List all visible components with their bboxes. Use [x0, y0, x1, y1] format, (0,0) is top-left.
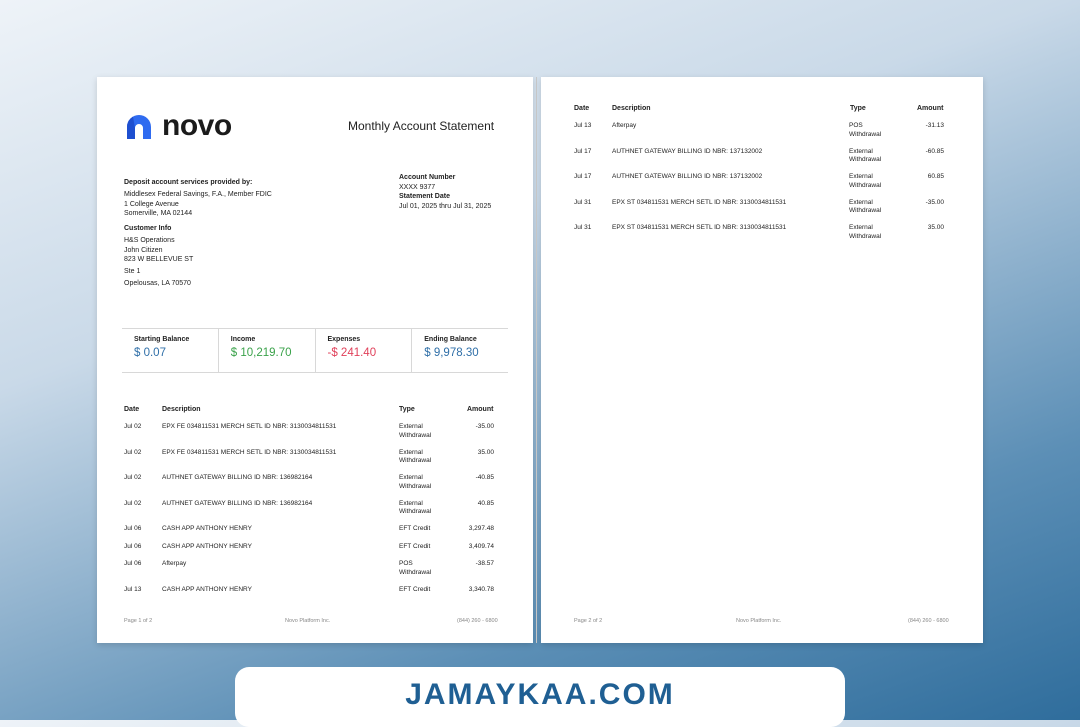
- customer-line: John Citizen: [124, 246, 163, 254]
- footer-page-number: Page 1 of 2: [124, 618, 153, 624]
- transaction-description: EPX FE 034811531 MERCH SETL ID NBR: 3130034811531: [162, 423, 337, 430]
- transaction-type: External: [849, 173, 873, 180]
- document-title: Monthly Account Statement: [348, 119, 495, 133]
- transaction-description: AUTHNET GATEWAY BILLING ID NBR: 137132002: [612, 173, 763, 180]
- transaction-type: Withdrawal: [399, 482, 432, 490]
- transaction-description: CASH APP ANTHONY HENRY: [162, 525, 252, 532]
- footer-phone: (844) 260 - 6800: [908, 618, 949, 624]
- summary-expenses: [316, 329, 413, 372]
- summary-income: [219, 329, 316, 372]
- transaction-type: External: [399, 499, 423, 507]
- transaction-date: Jul 06: [124, 543, 142, 550]
- transaction-type: External: [849, 147, 873, 155]
- banner-text: JAMAYKAA.COM: [405, 678, 675, 711]
- footer-phone: (844) 260 - 6800: [457, 618, 498, 624]
- bank-line: Somerville, MA 02144: [124, 210, 193, 217]
- transaction-type: EFT Credit: [399, 525, 431, 532]
- summary-ending-balance: [412, 329, 508, 372]
- transaction-amount: 3,409.74: [468, 543, 494, 550]
- transaction-amount: 35.00: [477, 448, 494, 456]
- customer-line: 823 W BELLEVUE ST: [124, 256, 194, 263]
- transaction-date: Jul 17: [574, 173, 592, 180]
- header-date: Date: [574, 105, 590, 112]
- transaction-description: EPX FE 034811531 MERCH SETL ID NBR: 3130034811531: [162, 448, 337, 456]
- transaction-date: Jul 02: [124, 474, 142, 481]
- transaction-amount: 40.85: [477, 499, 494, 507]
- bank-line: Middlesex Federal Savings, F.A., Member FDIC: [124, 191, 272, 198]
- transaction-type: Withdrawal: [399, 568, 432, 576]
- transaction-date: Jul 17: [574, 147, 592, 155]
- statement-page-2: [541, 77, 983, 643]
- customer-heading: Customer Info: [124, 225, 172, 232]
- balance-summary: [122, 328, 508, 373]
- bank-line: 1 College Avenue: [124, 200, 179, 208]
- transaction-row: [124, 449, 494, 469]
- transaction-type: Withdrawal: [849, 207, 882, 214]
- transaction-description: EPX ST 034811531 MERCH SETL ID NBR: 3130034811531: [612, 224, 787, 231]
- transaction-description: CASH APP ANTHONY HENRY: [162, 543, 252, 550]
- transaction-amount: -40.85: [475, 474, 494, 481]
- transaction-type: Withdrawal: [849, 181, 882, 189]
- transaction-amount: 35.00: [927, 224, 944, 231]
- transaction-type: External: [399, 423, 423, 430]
- header-amount: Amount: [467, 406, 494, 413]
- transaction-description: AUTHNET GATEWAY BILLING ID NBR: 136982164: [162, 499, 313, 507]
- transaction-amount: 3,297.48: [468, 525, 494, 532]
- transaction-date: Jul 06: [124, 525, 142, 532]
- account-number: XXXX 9377: [399, 183, 436, 191]
- summary-label: Ending Balance: [424, 336, 477, 343]
- transaction-description: Afterpay: [612, 122, 637, 129]
- transaction-type: Withdrawal: [399, 508, 432, 515]
- transaction-date: Jul 31: [574, 224, 592, 231]
- transaction-type: EFT Credit: [399, 585, 431, 593]
- transaction-row: [124, 586, 494, 606]
- transaction-row: [574, 148, 944, 168]
- novo-logo: [124, 111, 232, 141]
- summary-label: Expenses: [327, 336, 361, 343]
- transaction-amount: 60.85: [927, 173, 944, 180]
- transaction-row: [124, 500, 494, 520]
- transaction-type: Withdrawal: [399, 431, 432, 439]
- page-divider: [536, 77, 537, 643]
- transaction-row: [124, 525, 494, 545]
- summary-value: $ 0.07: [134, 347, 166, 359]
- footer-company: Novo Platform Inc.: [736, 618, 782, 624]
- header-description: Description: [162, 406, 201, 413]
- transaction-type: Withdrawal: [849, 130, 882, 138]
- transaction-date: Jul 31: [574, 198, 592, 206]
- transaction-description: AUTHNET GATEWAY BILLING ID NBR: 137132002: [612, 147, 763, 155]
- transaction-type: External: [399, 448, 423, 456]
- transaction-description: AUTHNET GATEWAY BILLING ID NBR: 136982164: [162, 474, 313, 481]
- transaction-row: [574, 122, 944, 142]
- transaction-type: External: [399, 474, 423, 481]
- footer-page-number: Page 2 of 2: [574, 618, 603, 624]
- transaction-row: [574, 199, 944, 219]
- statement-date-label: Statement Date: [399, 193, 450, 200]
- transaction-type: EFT Credit: [399, 543, 431, 550]
- summary-label: Starting Balance: [134, 336, 190, 343]
- transaction-date: Jul 06: [124, 560, 142, 567]
- customer-line: Ste 1: [124, 267, 141, 275]
- transaction-row: [574, 224, 944, 244]
- transaction-type: POS: [399, 560, 413, 567]
- brand-name: novo: [162, 109, 232, 142]
- transaction-type: Withdrawal: [849, 156, 882, 163]
- transaction-row: [124, 474, 494, 494]
- site-banner: [235, 667, 845, 727]
- bank-address: [124, 190, 272, 219]
- summary-value: -$ 241.40: [327, 347, 377, 359]
- summary-value: $ 10,219.70: [230, 347, 292, 359]
- header-type: Type: [399, 406, 415, 413]
- transaction-description: Afterpay: [162, 560, 187, 567]
- footer-company: Novo Platform Inc.: [285, 618, 331, 624]
- transaction-row: [124, 423, 494, 443]
- transaction-type: POS: [849, 122, 863, 129]
- transaction-type: Withdrawal: [849, 232, 882, 240]
- transaction-amount: -60.85: [925, 147, 944, 155]
- statement-date: Jul 01, 2025 thru Jul 31, 2025: [399, 202, 492, 210]
- transaction-amount: -35.00: [475, 423, 494, 430]
- transaction-type: External: [849, 198, 873, 206]
- transaction-description: CASH APP ANTHONY HENRY: [162, 585, 252, 593]
- transaction-date: Jul 02: [124, 423, 142, 430]
- transaction-amount: 3,340.78: [468, 585, 494, 593]
- transaction-date: Jul 02: [124, 499, 142, 507]
- header-amount: Amount: [917, 105, 944, 112]
- transaction-date: Jul 13: [124, 585, 142, 593]
- transaction-type: External: [849, 224, 873, 231]
- summary-label: Income: [230, 336, 256, 343]
- account-info: [399, 173, 491, 211]
- header-description: Description: [612, 105, 651, 112]
- transaction-date: Jul 02: [124, 448, 142, 456]
- summary-value: $ 9,978.30: [424, 347, 479, 359]
- transaction-amount: -38.57: [475, 560, 494, 567]
- customer-line: Opelousas, LA 70570: [124, 280, 191, 287]
- statement-page-1: [97, 77, 533, 643]
- header-type: Type: [850, 105, 866, 112]
- transaction-date: Jul 13: [574, 122, 592, 129]
- transaction-row: [574, 173, 944, 193]
- customer-address: [124, 236, 193, 289]
- transaction-type: Withdrawal: [399, 457, 432, 464]
- account-number-label: Account Number: [399, 174, 456, 181]
- bank-heading: Deposit account services provided by:: [124, 179, 253, 186]
- header-date: Date: [124, 406, 140, 413]
- novo-logo-icon: [124, 111, 154, 141]
- transaction-amount: -31.13: [925, 122, 944, 129]
- transaction-row: [124, 560, 494, 580]
- transaction-description: EPX ST 034811531 MERCH SETL ID NBR: 3130034811531: [612, 198, 787, 206]
- customer-line: H&S Operations: [124, 237, 175, 244]
- summary-starting-balance: [122, 329, 219, 372]
- transaction-amount: -35.00: [925, 198, 944, 206]
